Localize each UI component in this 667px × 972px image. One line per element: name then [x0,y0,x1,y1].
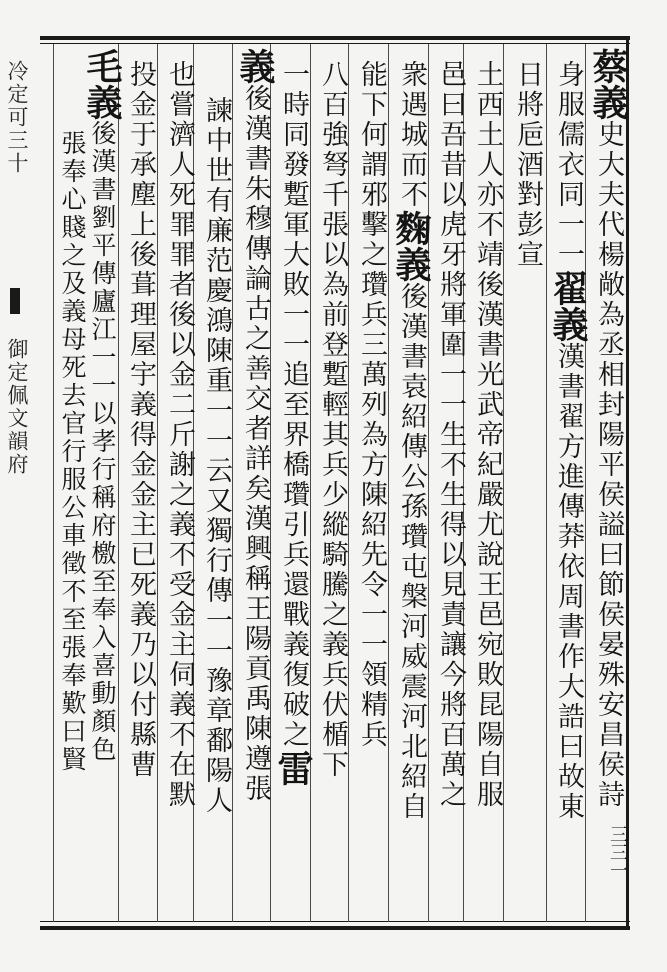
column-text: 身服儒衣同 [553,60,584,210]
text-column-8 [351,60,391,750]
text-column-6 [430,60,470,810]
column-text: 諫中世有廉范慶鴻陳重 [201,96,232,396]
text-column-3 [548,60,588,822]
column-text: 史大夫代楊敞為丞相封陽平侯謚曰節侯晏殊安昌侯詩 [593,120,624,810]
column-text: 也嘗濟人死罪罪者後以金二斤謝之義不受金主伺義不在默 [164,60,195,810]
margin-block-mark [10,288,20,314]
top-border [40,36,630,40]
text-column-2 [588,48,628,810]
column-text: 擊之瓚兵三萬列為方陳紹先令 [356,210,387,600]
text-column-7 [391,60,431,822]
text-column-10 [273,60,313,786]
column-text: 云又獨行傳 [201,456,232,606]
side-fragment: 冷定可三十 [5,60,29,175]
bottom-border [40,926,630,930]
entry-source: 後漢書袁紹傳公孫瓚屯槃河威震河北紹自 [396,282,427,822]
separator: 一一 [356,600,387,660]
column-text: 張奉心賤之及義母死去官行服公車徵不至張奉歎曰賢 [58,130,87,774]
entry-heading: 毛義 [81,48,123,120]
entry-heading: 翟義 [547,270,589,342]
text-column-13 [159,60,199,810]
text-column-5 [467,60,507,810]
column-text: 豫章鄱陽人 [201,666,232,816]
column-text: 土西土人亦不靖後漢書光武帝紀嚴尤說王邑宛敗昆陽自服 [472,60,503,810]
column-text: 追至界橋瓚引兵還戰義復破之 [278,360,309,750]
entry-heading: 義 [234,48,276,84]
column-text: 投金于承塵上後葺理屋宇義得金金主已死義乃以付縣曹 [125,60,156,780]
entry-heading: 蔡義 [587,48,629,120]
text-column-9 [312,60,352,780]
entry-source: 後漢書朱穆傳論古之善交者詳矣漢興稱王陽貢禹陳遵張 [240,84,271,804]
top-border-inner [40,43,630,44]
entry-source: 漢書翟方進傳莽依周書作大誥曰故東 [553,342,584,822]
entry-source: 後漢書劉平傳廬江 [88,120,117,344]
separator: 一一 [278,300,309,360]
column-text: 衆遇城而不 [396,60,427,210]
page-number: 三三一 [607,825,628,879]
separator: 一一 [435,360,466,420]
column-text: 領精兵 [356,660,387,750]
separator: 一一 [201,606,232,666]
separator: 一一 [88,344,117,400]
text-column-14 [120,60,160,780]
column-text: 以孝行稱府檄至奉入喜動顏色 [88,400,117,764]
column-divider [118,44,119,922]
column-text: 邑曰吾昔以虎牙將軍圍 [435,60,466,360]
text-column-11 [235,48,275,804]
column-text: 日將巵酒對彭宣 [512,60,543,270]
bottom-border-inner [40,921,630,922]
book-title: 御定佩文韻府 [5,338,29,476]
column-text: 一時同發蹔軍大敗 [278,60,309,300]
column-text: 八百強弩千張以為前登蹔輕其兵少縱騎騰之義兵伏楯下 [317,60,348,780]
separator: 一一 [553,210,584,270]
text-column-4 [507,60,547,270]
column-divider [53,44,54,922]
text-column-12 [196,96,236,816]
separator: 一一 [201,396,232,456]
text-column-last [56,130,88,774]
entry-heading: 雷 [272,750,314,786]
entry-heading: 麴義 [390,210,432,282]
column-text: 生不生得以見責讓今將百萬之 [435,420,466,810]
text-column-15 [81,48,123,764]
column-text: 能下何謂邪 [356,60,387,210]
